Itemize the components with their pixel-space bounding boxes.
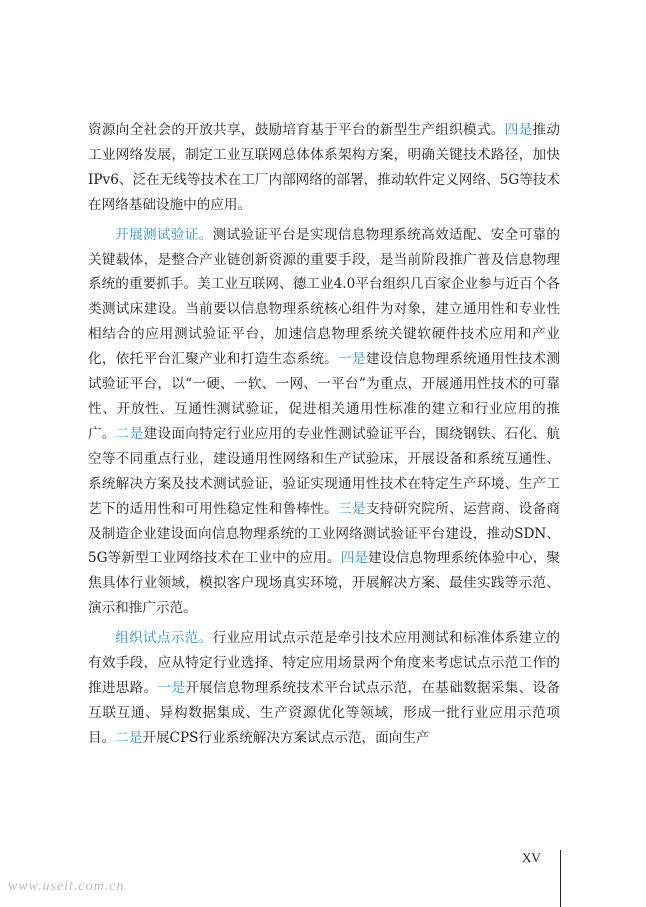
text-segment: 开展CPS行业系统解决方案试点示范，面向生产 (142, 729, 430, 746)
section-heading-pilot: 组织试点示范。 (115, 630, 213, 647)
page-number: XV (522, 850, 541, 865)
watermark: www.useit.com.cn (8, 879, 125, 894)
highlight-segment: 四是 (340, 550, 369, 567)
paragraph-testing (88, 223, 560, 622)
text-segment: 建设信息物理系统体验中心，聚焦具体行业领域，模拟客户现场真实环境，开展解决方案、最佳实践等示范、演示和推广示范。 (88, 550, 561, 617)
text-segment: 推动工业网络发展，制定工业互联网总体体系架构方案，明确关键技术路径，加快IPv6、泛在无线等技术在工厂内部网络的部署，推动软件定义网络、5G等技术在网络基础设施中的应用。 (88, 122, 561, 213)
text-segment: 开展信息物理系统技术平台试点示范，在基础数据采集、设备互联互通、异构数据集成、生产资源优化等领域，形成一批行业应用示范项目。 (88, 679, 561, 746)
text-segment: 建设信息物理系统通用性技术测试验证平台，以“一硬、一软、一网、一平台”为重点，开展通用性技术的可靠性、开放性、互通性测试验证，促进相关通用性标准的建立和行业应用的推广。 (88, 351, 561, 442)
body-text (88, 118, 560, 751)
section-heading-testing: 开展测试验证。 (115, 226, 213, 243)
highlight-segment: 三是 (338, 500, 366, 517)
highlight-segment: 四是 (504, 122, 533, 138)
text-segment: 行业应用试点示范是牵引技术应用测试和标准体系建立的有效手段，应从特定行业选择、特定应用场景两个角度来考虑试点示范工作的推进思路。 (88, 630, 561, 696)
text-segment: 支持研究院所、运营商、设备商及制造企业建设面向信息物理系统的工业网络测试验证平台建设，推动SDN、5G等新型工业网络技术在工业中的应用。 (88, 500, 561, 567)
paragraph-pilot (88, 626, 560, 751)
paragraph-1 (88, 118, 560, 218)
margin-rule (560, 850, 561, 907)
text-segment: 建设面向特定行业应用的专业性测试验证平台，围绕钢铁、石化、航空等不同重点行业，建设通用性网络和生产试验床，开展设备和系统互通性、系统解决方案及技术测试验证，验证实现通用性技术在特定生产环境、生产工艺下的适用性和可用性稳定性和鲁棒性。 (88, 425, 561, 517)
highlight-segment: 二是 (115, 425, 144, 442)
highlight-segment: 一是 (157, 679, 186, 696)
highlight-segment: 一是 (338, 351, 366, 368)
text-segment: 测试验证平台是实现信息物理系统高效适配、安全可靠的关键载体，是整合产业链创新资源的重要手段，是当前阶段推广普及信息物理系统的重要抓手。美工业互联网、德工业4.0平台组织几百家企业参与近百个各类测试床建设。当前要以信息物理系统核心组件为对象，建立通用性和专业性相结合的应用测试验证平台，加速信息物理系统关键软硬件技术应用和产业化，依托平台汇聚产业和打造生态系统。 (88, 226, 561, 368)
text-segment: 资源向全社会的开放共享，鼓励培育基于平台的新型生产组织模式。 (88, 122, 505, 138)
highlight-segment: 二是 (115, 729, 143, 746)
